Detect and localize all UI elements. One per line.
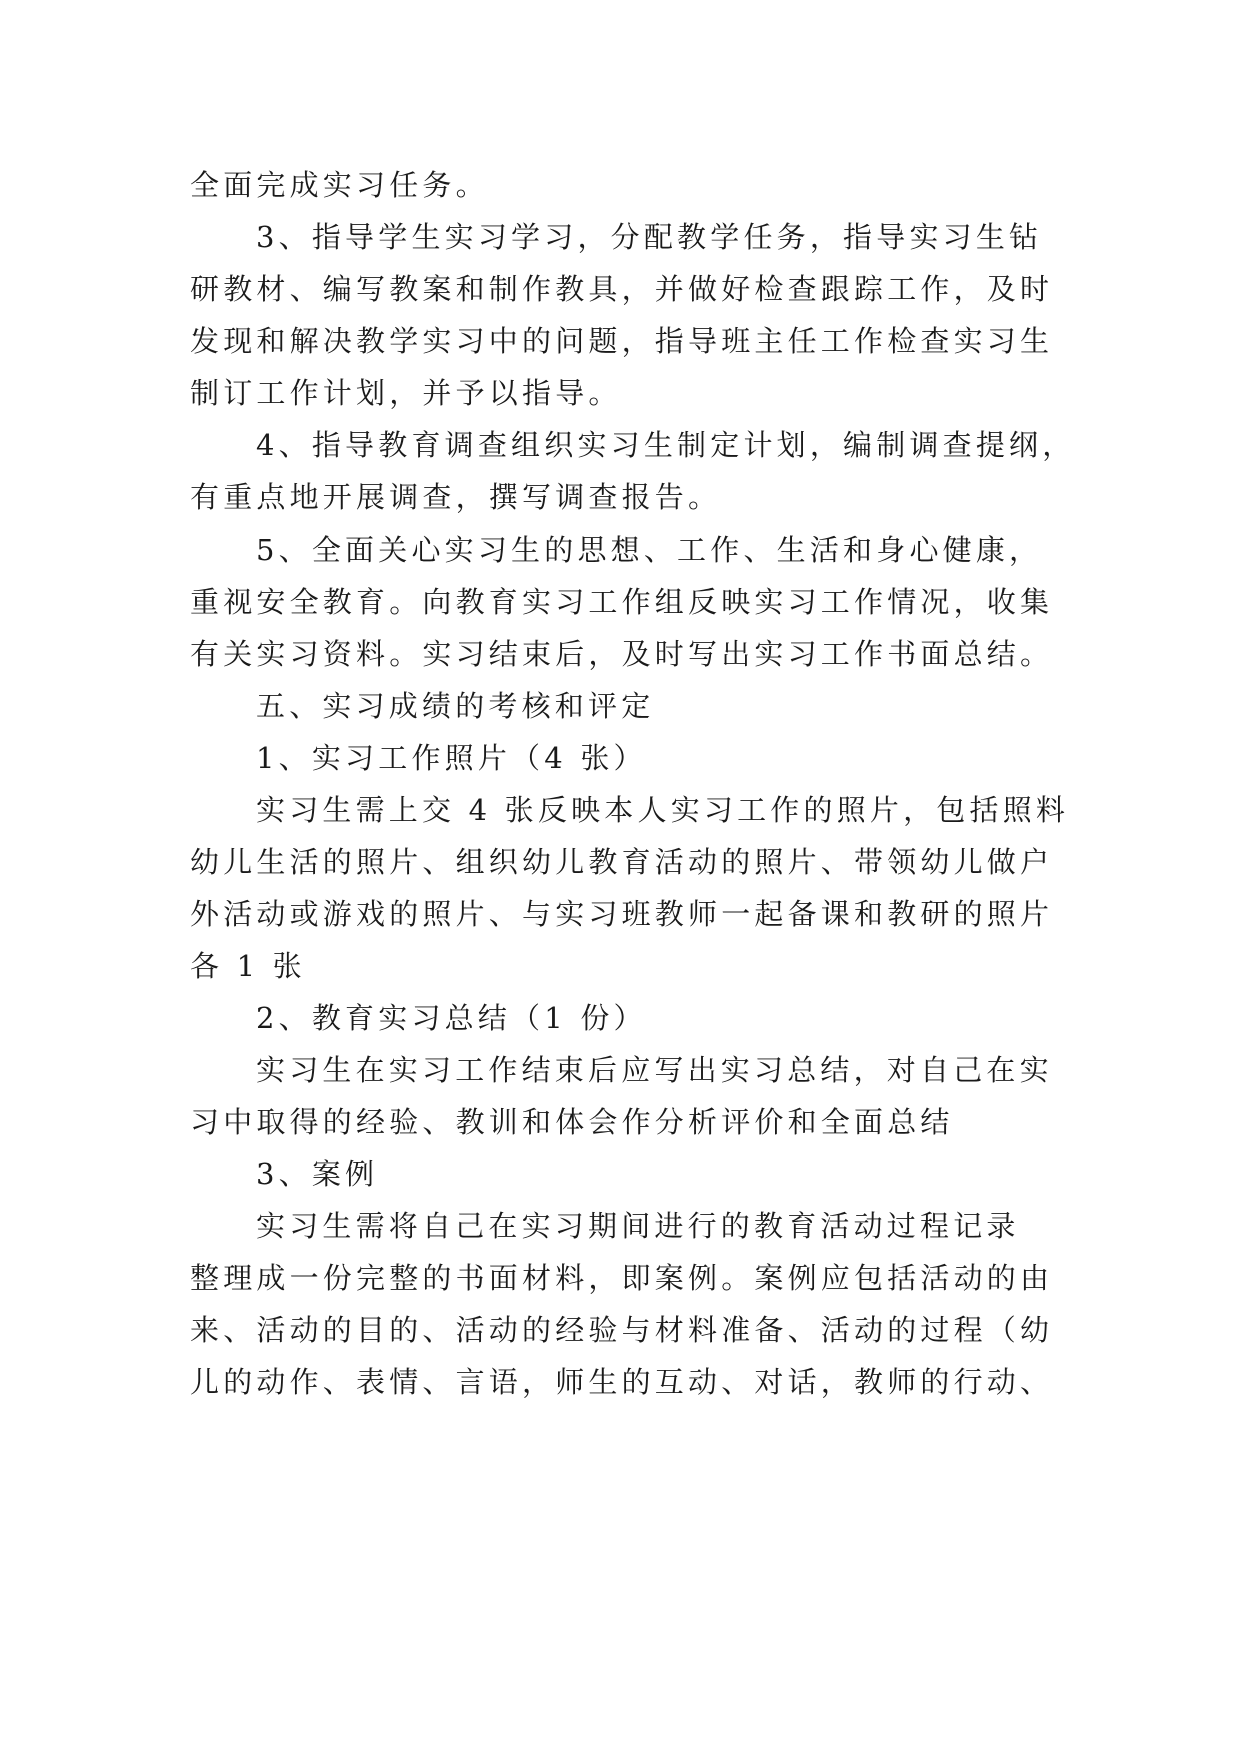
subsection-heading: 2、教育实习总结（1 份） [256,1001,647,1035]
text-line: 3、指导学生实习学习，分配教学任务，指导实习生钻 [256,220,1043,254]
text-line: 4、指导教育调查组织实习生制定计划，编制调查提纲， [256,428,1076,462]
text-line: 整理成一份完整的书面材料，即案例。案例应包括活动的由 [190,1261,1054,1295]
text-line: 实习生需将自己在实习期间进行的教育活动过程记录 [256,1209,1020,1243]
text-line: 制订工作计划，并予以指导。 [190,376,622,410]
text-line: 实习生需上交 4 张反映本人实习工作的照片，包括照料 [256,793,1070,827]
text-line: 幼儿生活的照片、组织幼儿教育活动的照片、带领幼儿做户 [190,845,1054,879]
text-line: 各 1 张 [190,949,306,983]
text-line: 有关实习资料。实习结束后，及时写出实习工作书面总结。 [190,637,1054,671]
text-line: 习中取得的经验、教训和体会作分析评价和全面总结 [190,1105,954,1139]
text-line: 儿的动作、表情、言语，师生的互动、对话，教师的行动、 [190,1365,1054,1399]
text-line: 外活动或游戏的照片、与实习班教师一起备课和教研的照片 [190,897,1054,931]
section-heading: 五、实习成绩的考核和评定 [256,689,655,723]
subsection-heading: 1、实习工作照片（4 张） [256,741,647,775]
subsection-heading: 3、案例 [256,1157,379,1191]
text-line: 发现和解决教学实习中的问题，指导班主任工作检查实习生 [190,324,1054,358]
text-line: 重视安全教育。向教育实习工作组反映实习工作情况，收集 [190,585,1054,619]
text-line: 全面完成实习任务。 [190,168,489,202]
text-line: 实习生在实习工作结束后应写出实习总结，对自己在实 [256,1053,1053,1087]
text-line: 5、全面关心实习生的思想、工作、生活和身心健康， [256,533,1043,567]
text-line: 研教材、编写教案和制作教具，并做好检查跟踪工作，及时 [190,272,1054,306]
text-line: 来、活动的目的、活动的经验与材料准备、活动的过程（幼 [190,1313,1054,1347]
text-line: 有重点地开展调查，撰写调查报告。 [190,480,722,514]
